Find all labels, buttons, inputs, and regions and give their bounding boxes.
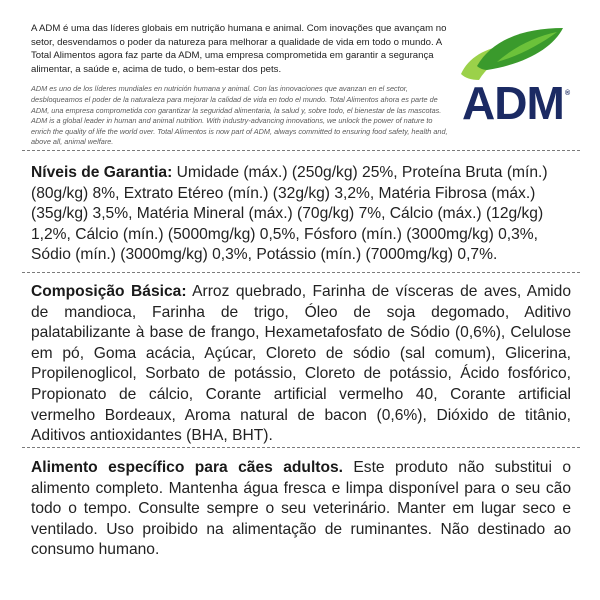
usage-notice-heading: Alimento específico para cães adultos.: [31, 459, 343, 476]
intro-english: ADM is a global leader in human and animal nutrition. With industry-advancing innovations, we unlock the power of nature to enrich the quality of life the world over. Total Alimentos is now part of ADM, always committed to ensuring food safety, health and, above all, animal welfare.: [31, 116, 448, 147]
divider-bottom: [22, 447, 580, 448]
registered-mark: ®: [565, 90, 571, 97]
guarantee-levels-section: [31, 163, 571, 266]
logo-wordmark: ADM: [462, 77, 564, 129]
intro-portuguese: A ADM é uma das líderes globais em nutrição humana e animal. Com inovações que avançam no setor, desvendamos o poder da natureza para melhorar a qualidade de vida em todo o mundo. A Total Alimentos agora faz parte da ADM, uma empresa comprometida em garantir a segurança alimentar, a saúde e, acima de tudo, o bem-estar dos pets.: [31, 23, 447, 75]
guarantee-levels-text: Umidade (máx.) (250g/kg) 25%, Proteína Bruta (mín.) (80g/kg) 8%, Extrato Etéreo (mín.) (32g/kg) 3,2%, Matéria Fibrosa (máx.) (35g/kg) 3,5%, Matéria Mineral (máx.) (70g/kg) 7%, Cálcio (máx.) (12g/kg) 1,2%, Cálcio (mín.) (5000mg/kg) 0,5%, Fósforo (mín.) (3000mg/kg) 0,3%, Sódio (mín.) (3000mg/kg) 0,3%, Potássio (mín.) (7000mg/kg) 0,7%.: [31, 164, 548, 264]
usage-notice-text: Este produto não substitui o alimento completo. Mantenha água fresca e limpa disponível para o seu cão todo o tempo. Consulte sempre o seu veterinário. Manter em lugar seco e ventilado. Uso proibido na alimentação de ruminantes. Não destinado ao consumo humano.: [31, 459, 571, 559]
basic-composition-heading: Composição Básica:: [31, 283, 187, 300]
usage-notice-section: [31, 458, 571, 561]
guarantee-levels-heading: Níveis de Garantia:: [31, 164, 173, 181]
intro-translations: [31, 84, 451, 148]
adm-logo: [457, 22, 579, 132]
basic-composition-text: Arroz quebrado, Farinha de vísceras de aves, Amido de mandioca, Farinha de trigo, Óleo de soja degomado, Aditivo palatabilizante à base de frango, Hexametafosfato de Sódio (0,6%), Celulose em pó, Goma acácia, Açúcar, Cloreto de sódio (sal comum), Glicerina, Propilenoglicol, Sorbato de potássio, Cloreto de potássio, Ácido fosfórico, Propionato de cálcio, Corante artificial vermelho 40, Corante artificial vermelho Bordeaux, Aroma natural de bacon (0,6%), Dióxido de titânio, Aditivos antioxidantes (BHA, BHT).: [31, 283, 571, 445]
basic-composition-section: [31, 282, 571, 447]
intro-block: [31, 22, 451, 148]
divider-top: [22, 150, 580, 151]
leaf-icon: [457, 22, 579, 82]
divider-middle: [22, 272, 580, 273]
intro-spanish: ADM es uno de los líderes mundiales en nutrición humana y animal. Con las innovaciones que avanzan en el sector, desbloqueamos el poder de la naturaleza para mejorar la calidad de vida en todo el mundo. Total Alimentos ahora es parte de ADM, una empresa comprometida con garantizar la seguridad alimentaria, la salud y, sobre todo, el bienestar de las mascotas.: [31, 84, 442, 115]
